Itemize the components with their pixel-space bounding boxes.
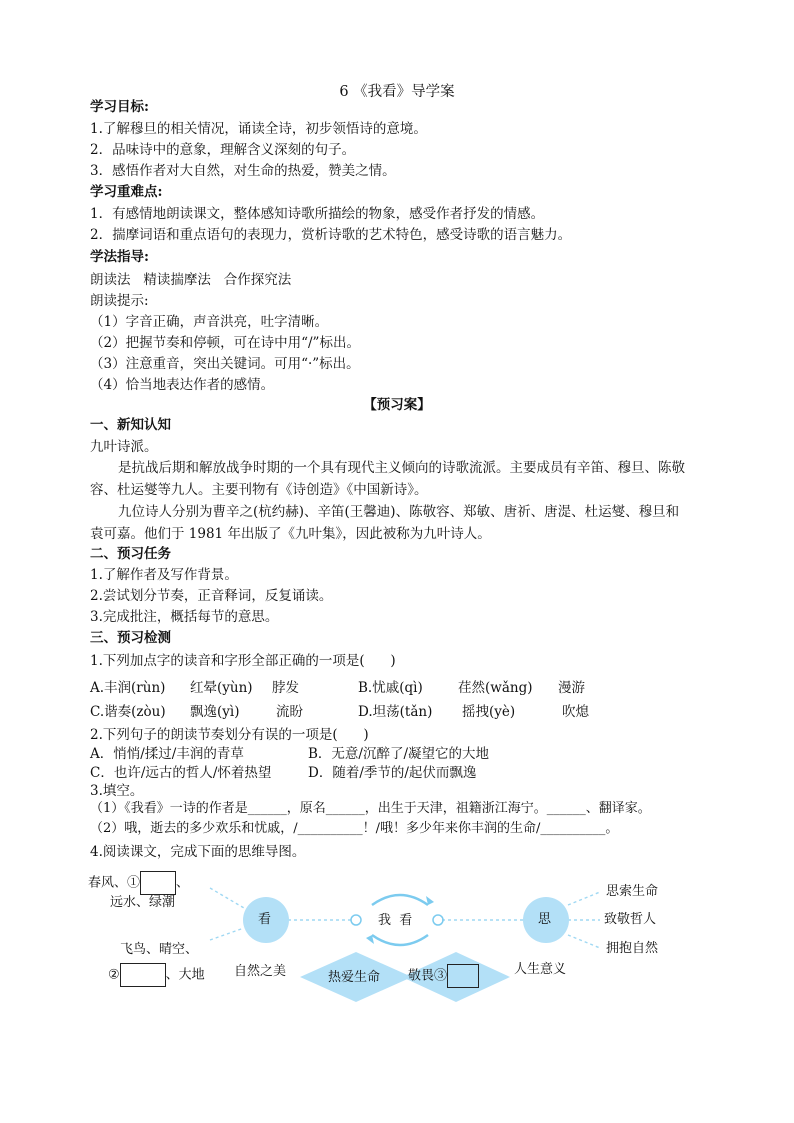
option-text: C.谐奏(zòu) xyxy=(90,704,166,720)
tip-item: （1）字音正确，声音洪亮，吐字清晰。 xyxy=(90,314,329,330)
method-list: 朗读法 精读揣摩法 合作探究法 xyxy=(90,272,292,288)
question-3: 3.填空。 xyxy=(90,783,144,799)
option-text: 摇拽(yè) xyxy=(462,704,516,720)
mindmap-text: 敬畏③ xyxy=(408,968,448,984)
mindmap-label: 远水、绿潮 xyxy=(110,895,176,910)
goals-heading: 学习目标: xyxy=(90,99,149,115)
mindmap-label: 飞鸟、晴空、 xyxy=(120,942,199,957)
cycle-arrow-top xyxy=(372,895,428,905)
section-heading: 二、预习任务 xyxy=(90,546,171,562)
task-item: 3.完成批注，概括每节的意思。 xyxy=(90,609,279,625)
connector-line xyxy=(210,928,244,940)
option-text: 吹熄 xyxy=(562,704,589,720)
jiuye-paragraph-line: 袁可嘉。他们于 1981 年出版了《九叶集》，因此被称为九叶诗人。 xyxy=(90,526,491,542)
method-heading: 学法指导: xyxy=(90,249,149,265)
question-2: 2.下列句子的朗读节奏划分有误的一项是( ) xyxy=(90,727,369,743)
fill-blank-line: （2）哦，逝去的多少欢乐和忧戚，/__________！/哦！多少年来你丰润的生命/__________。 xyxy=(90,821,619,836)
option-text: D．随着/季节的/起伏而飘逸 xyxy=(308,765,477,781)
cycle-arrow-bottom xyxy=(372,935,428,945)
mindmap-label: 拥抱自然 xyxy=(606,941,659,956)
small-node-circle xyxy=(433,915,443,925)
key-item: 1．有感情地朗读课文，整体感知诗歌所描绘的物象，感受作者抒发的情感。 xyxy=(90,206,545,222)
si-node-label: 思 xyxy=(538,912,552,927)
option-text: A．悄悄/揉过/丰润的青草 xyxy=(90,746,244,762)
goal-item: 2．品味诗中的意象，理解含义深刻的句子。 xyxy=(90,142,356,158)
center-node-label: 我 看 xyxy=(378,913,413,928)
task-item: 1.了解作者及写作背景。 xyxy=(90,567,238,583)
tips-heading: 朗读提示: xyxy=(90,293,149,309)
answer-box-2[interactable] xyxy=(120,963,166,987)
option-text: 漫游 xyxy=(558,680,585,696)
mindmap-label: 人生意义 xyxy=(514,962,567,977)
connector-line xyxy=(568,935,600,948)
option-text: 流盼 xyxy=(276,704,303,720)
jiuye-paragraph-line: 容、杜运燮等九人。主要刊物有《诗创造》《中国新诗》。 xyxy=(90,482,428,498)
task-item: 2.尝试划分节奏，正音释词，反复诵读。 xyxy=(90,588,333,604)
question-1: 1.下列加点字的读音和字形全部正确的一项是( ) xyxy=(90,653,396,669)
option-text: B．无意/沉醉了/凝望它的大地 xyxy=(308,746,490,762)
mindmap-text: 、大地 xyxy=(165,967,205,983)
mindmap-label xyxy=(408,964,479,988)
option-text: C．也许/远古的哲人/怀着热望 xyxy=(90,765,272,781)
jiuye-paragraph-line: 是抗战后期和解放战争时期的一个具有现代主义倾向的诗歌流派。主要成员有辛笛、穆旦、陈敬 xyxy=(118,460,685,476)
mindmap-label: 思索生命 xyxy=(606,884,659,899)
tip-item: （3）注意重音，突出关键词。可用“·”标出。 xyxy=(90,356,360,372)
mindmap-label xyxy=(108,963,205,987)
mindmap-label: 自然之美 xyxy=(234,964,287,979)
connector-line xyxy=(210,888,244,908)
option-text: 荏然(wǎng) xyxy=(458,680,533,696)
jiuye-paragraph-line: 九位诗人分别为曹辛之(杭约赫)、辛笛(王馨迪)、陈敬容、郑敏、唐祈、唐湜、杜运燮、穆旦和 xyxy=(118,504,680,520)
key-item: 2．揣摩词语和重点语句的表现力，赏析诗歌的艺术特色，感受诗歌的语言魅力。 xyxy=(90,227,572,243)
question-4: 4.阅读课文，完成下面的思维导图。 xyxy=(90,844,306,860)
love-diamond-label: 热爱生命 xyxy=(328,970,381,985)
option-text: 脖发 xyxy=(272,680,299,696)
small-node-circle xyxy=(351,915,361,925)
tip-item: （4）恰当地表达作者的感情。 xyxy=(90,377,275,393)
answer-box-3[interactable] xyxy=(447,964,479,988)
key-heading: 学习重难点: xyxy=(90,184,163,200)
mindmap-label: 致敬哲人 xyxy=(604,912,657,927)
option-text: A.丰润(rùn) xyxy=(90,680,166,696)
option-text: 飘逸(yì) xyxy=(190,704,240,720)
connector-line xyxy=(568,892,600,905)
goal-item: 3．感悟作者对大自然，对生命的热爱，赞美之情。 xyxy=(90,163,396,179)
answer-box-1[interactable] xyxy=(140,871,176,895)
option-text: B.忧戚(qì) xyxy=(358,680,423,696)
option-text: 红晕(yùn) xyxy=(190,680,253,696)
option-text: D.坦荡(tǎn) xyxy=(358,704,433,720)
tip-item: （2）把握节奏和停顿，可在诗中用“/”标出。 xyxy=(90,335,360,351)
fill-blank-line: （1）《我看》一诗的作者是______，原名______，出生于天津，祖籍浙江海宁。______、翻译家。 xyxy=(90,801,651,816)
jiuye-title: 九叶诗派。 xyxy=(90,439,158,455)
mindmap-label xyxy=(88,871,189,895)
mindmap-text: 、 xyxy=(176,875,190,891)
section-heading: 一、新知认知 xyxy=(90,417,171,433)
mindmap-text: ② xyxy=(108,967,120,983)
goal-item: 1.了解穆旦的相关情况，诵读全诗，初步领悟诗的意境。 xyxy=(90,121,427,137)
section-heading: 三、预习检测 xyxy=(90,630,171,646)
mindmap-text: 春风、① xyxy=(88,875,141,891)
kan-node-label: 看 xyxy=(258,912,272,927)
preview-title: 【预习案】 xyxy=(363,397,431,413)
page-title: 6 《我看》导学案 xyxy=(339,84,455,100)
